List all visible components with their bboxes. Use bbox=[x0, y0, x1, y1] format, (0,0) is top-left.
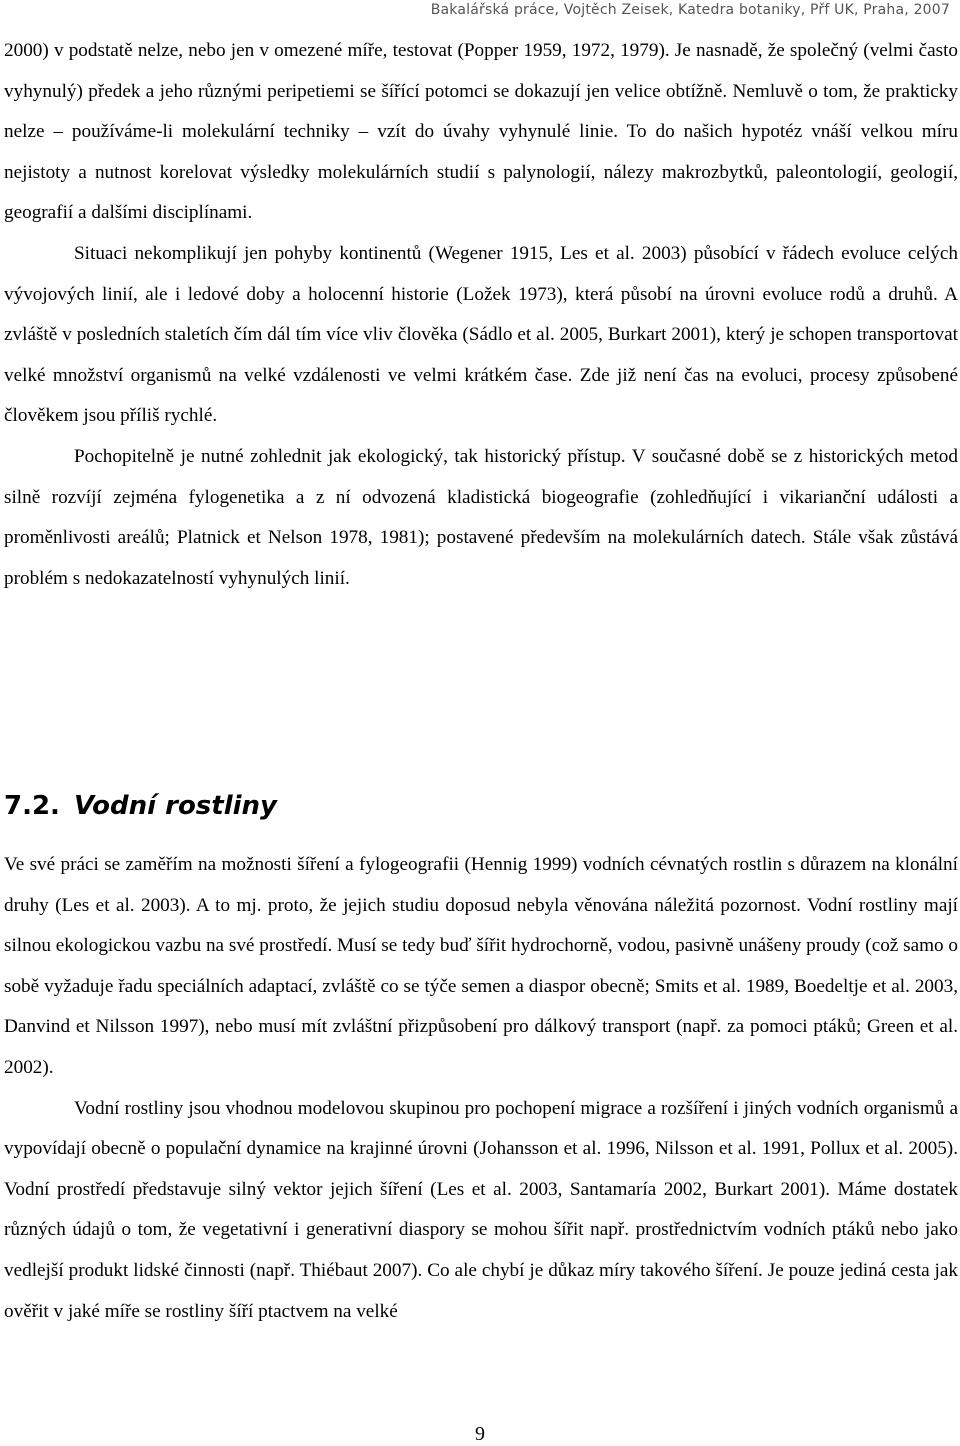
paragraph-continental-drift: Situaci nekomplikují jen pohyby kontinentů (Wegener 1915, Les et al. 2003) působící v řádech evoluce celých vývojových linií, ale i ledové doby a holocenní historie (Ložek 1973), která působí na úrovni evoluce rodů a druhů. A zvláště v posledních staletích čím dál tím více vliv člověka (Sádlo et al. 2005, Burkart 2001), který je schopen transportovat velké množství organismů na velké vzdálenosti ve velmi krátkém čase. Zde již není čas na evoluci, procesy způsobené člověkem jsou příliš rychlé. bbox=[4, 242, 958, 427]
paragraph-ecological-historical: Pochopitelně je nutné zohlednit jak ekologický, tak historický přístup. V současné době se z historických metod silně rozvíjí zejména fylogenetika a z ní odvozená kladistická biogeografie (zohledňující i vikarianční události a proměnlivosti areálů; Platnick et Nelson 1978, 1981); postavené především na molekulárních datech. Stále však zůstává problém s nedokazatelností vyhynulých linií. bbox=[4, 445, 958, 589]
section-title: Vodní rostliny bbox=[73, 791, 277, 821]
paragraph-testability: 2000) v podstatě nelze, nebo jen v omezené míře, testovat (Popper 1959, 1972, 1979). Je nasnadě, že společný (velmi často vyhynulý) předek a jeho různými peripetiemi se šířící potomci se dokazují jen velice obtížně. Nemluvě o tom, že prakticky nelze – používáme-li molekulární techniky – vzít do úvahy vyhynulé linie. To do našich hypotéz vnáší velkou míru nejistoty a nutnost korelovat výsledky molekulárních studií s palynologií, nálezy makrozbytků, paleontologií, geologií, geografií a dalšími disciplínami. bbox=[4, 40, 958, 224]
section-number: 7.2. bbox=[4, 791, 60, 821]
page-number: 9 bbox=[475, 1423, 485, 1445]
running-header: Bakalářská práce, Vojtěch Zeisek, Katedra botaniky, Přf UK, Praha, 2007 bbox=[430, 2, 950, 18]
section-heading bbox=[4, 784, 277, 828]
paragraph-model-group: Vodní rostliny jsou vhodnou modelovou skupinou pro pochopení migrace a rozšíření i jiných vodních organismů a vypovídají obecně o populační dynamice na krajinné úrovni (Johansson et al. 1996, Nilsson et al. 1991, Pollux et al. 2005). Vodní prostředí představuje silný vektor jejich šíření (Les et al. 2003, Santamaría 2002, Burkart 2001). Máme dostatek různých údajů o tom, že vegetativní i generativní diaspory se mohou šířit např. prostřednictvím vodních ptáků nebo jako vedlejší produkt lidské činnosti (např. Thiébaut 2007). Co ale chybí je důkaz míry takového šíření. Je pouze jediná cesta jak ověřit v jaké míře se rostliny šíří ptactvem na velké bbox=[4, 1097, 958, 1322]
text-block-section-body bbox=[4, 845, 958, 1332]
paragraph-aquatic-plants-focus: Ve své práci se zaměřím na možnosti šíření a fylogeografii (Hennig 1999) vodních cévnatých rostlin s důrazem na klonální druhy (Les et al. 2003). A to mj. proto, že jejich studiu doposud nebyla věnována náležitá pozornost. Vodní rostliny mají silnou ekologickou vazbu na své prostředí. Musí se tedy buď šířit hydrochorně, vodou, pasivně unášeny proudy (což samo o sobě vyžaduje řadu speciálních adaptací, zvláště co se týče semen a diaspor obecně; Smits et al. 1989, Boedeltje et al. 2003, Danvind et Nilsson 1997), nebo musí mít zvláštní přizpůsobení pro dálkový transport (např. za pomoci ptáků; Green et al. 2002). bbox=[4, 854, 959, 1078]
text-block-before-section bbox=[4, 31, 958, 599]
